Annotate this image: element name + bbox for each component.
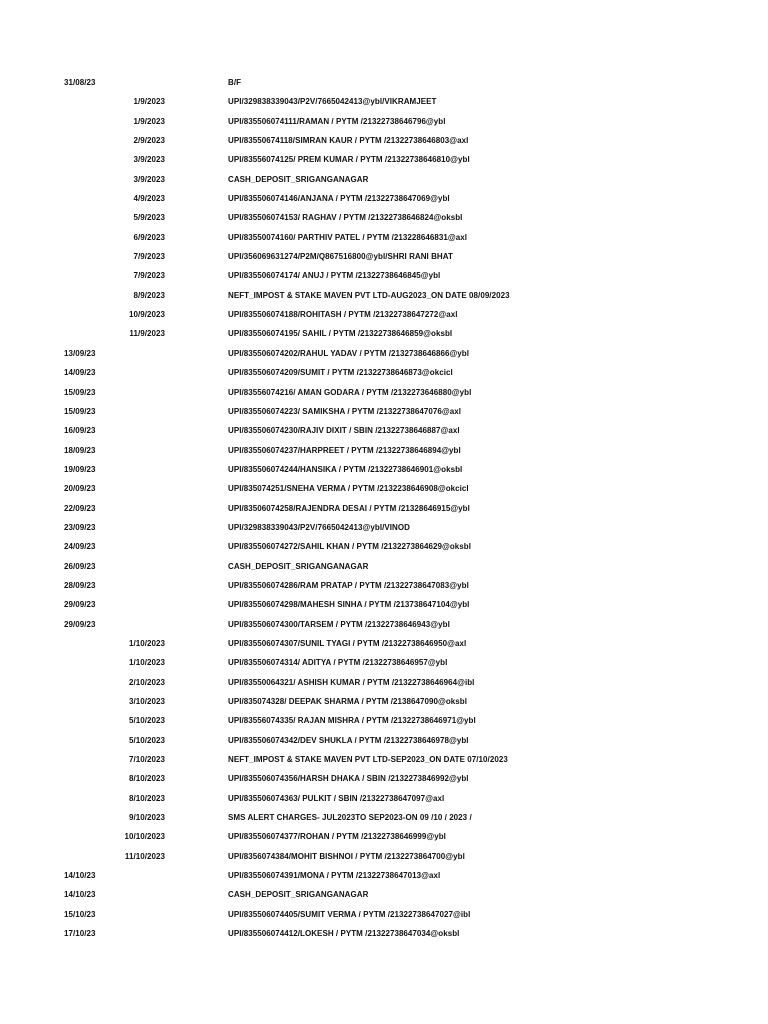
table-row	[0, 599, 768, 618]
transaction-description: UPI/835506074405/SUMIT VERMA / PYTM /21322738647027@ibl	[228, 909, 471, 919]
transaction-date: 2/9/2023	[133, 136, 165, 146]
table-row	[0, 425, 768, 444]
table-row	[0, 619, 768, 638]
table-row	[0, 735, 768, 754]
transaction-date: 11/10/2023	[124, 851, 165, 861]
transaction-description: UPI/835506074202/RAHUL YADAV / PYTM /2132738646866@ybl	[228, 348, 470, 358]
transaction-date: 16/09/23	[64, 426, 96, 436]
transaction-date: 13/09/23	[64, 348, 96, 358]
transaction-date: 7/10/2023	[128, 755, 165, 765]
table-row	[0, 715, 768, 734]
transaction-date: 8/10/2023	[128, 774, 165, 784]
transaction-date: 24/09/23	[64, 542, 96, 552]
transaction-date: 14/10/23	[64, 871, 96, 881]
transaction-date: 10/10/2023	[124, 832, 165, 842]
transaction-description: UPI/8356074384/MOHIT BISHNOI / PYTM /2132273864700@ybl	[228, 851, 465, 861]
transaction-date: 6/9/2023	[133, 232, 165, 242]
transaction-date: 1/10/2023	[128, 658, 165, 668]
table-row	[0, 677, 768, 696]
table-row	[0, 193, 768, 212]
transaction-date: 2/10/2023	[128, 677, 165, 687]
transaction-description: UPI/83550074160/ PARTHIV PATEL / PYTM /213228646831@axl	[228, 232, 467, 242]
table-row	[0, 77, 768, 96]
transaction-date: 29/09/23	[64, 600, 96, 610]
transaction-date: 18/09/23	[64, 445, 96, 455]
table-row	[0, 657, 768, 676]
transaction-date: 1/9/2023	[133, 97, 165, 107]
table-row	[0, 696, 768, 715]
transaction-date: 15/09/23	[64, 406, 96, 416]
transaction-description: UPI/329838339043/P2V/7665042413@ybl/VINOD	[228, 522, 410, 532]
transaction-date: 1/10/2023	[128, 638, 165, 648]
table-row	[0, 851, 768, 870]
transaction-description: B/F	[228, 78, 242, 87]
table-row	[0, 889, 768, 908]
transaction-date: 5/10/2023	[128, 716, 165, 726]
table-row	[0, 464, 768, 483]
transaction-description: UPI/83556074125/ PREM KUMAR / PYTM /21322738646810@ybl	[228, 155, 470, 165]
table-row	[0, 909, 768, 928]
table-row	[0, 483, 768, 502]
transaction-description: UPI/835506074230/RAJIV DIXIT / SBIN /21322738646887@axl	[228, 426, 460, 436]
transaction-date: 3/9/2023	[133, 174, 165, 184]
table-row	[0, 406, 768, 425]
transaction-description: UPI/83550674118/SIMRAN KAUR / PYTM /21322738646803@axl	[228, 136, 469, 146]
table-row	[0, 348, 768, 367]
table-row	[0, 96, 768, 115]
table-row	[0, 154, 768, 173]
table-row	[0, 309, 768, 328]
table-row	[0, 773, 768, 792]
transaction-description: UPI/835506074391/MONA / PYTM /21322738647013@axl	[228, 871, 441, 881]
transaction-date: 11/9/2023	[129, 329, 165, 339]
transaction-date: 8/10/2023	[128, 793, 165, 803]
transaction-description: UPI/835506074111/RAMAN / PYTM /21322738646796@ybl	[228, 116, 446, 126]
table-row	[0, 174, 768, 193]
transaction-date: 31/08/23	[64, 78, 96, 87]
transaction-description: UPI/835506074342/DEV SHUKLA / PYTM /21322738646978@ybl	[228, 735, 469, 745]
table-row	[0, 580, 768, 599]
table-row	[0, 812, 768, 831]
transaction-date: 3/10/2023	[128, 697, 165, 706]
transaction-date: 17/10/23	[64, 929, 96, 939]
transaction-date: 14/10/23	[64, 890, 96, 900]
table-row	[0, 928, 768, 947]
transaction-description: UPI/329838339043/P2V/7665042413@ybl/VIKRAMJEET	[228, 97, 437, 107]
transaction-description: NEFT_IMPOST & STAKE MAVEN PVT LTD-AUG2023_ON DATE 08/09/2023	[228, 290, 510, 300]
transaction-description: UPI/835506074153/ RAGHAV / PYTM /21322738646824@oksbl	[228, 213, 463, 223]
transaction-description: UPI/835506074195/ SAHIL / PYTM /21322738646859@oksbl	[228, 329, 453, 339]
transaction-date: 9/10/2023	[128, 813, 165, 823]
transaction-description: NEFT_IMPOST & STAKE MAVEN PVT LTD-SEP2023_ON DATE 07/10/2023	[228, 755, 508, 765]
transaction-description: UPI/835506074209/SUMIT / PYTM /21322738646873@okcicl	[228, 368, 453, 378]
transaction-date: 7/9/2023	[133, 252, 165, 262]
transaction-description: UPI/83550064321/ ASHISH KUMAR / PYTM /21322738646964@ibl	[228, 677, 475, 687]
transaction-description: UPI/835506074174/ ANUJ / PYTM /21322738646845@ybl	[228, 271, 441, 281]
table-row	[0, 367, 768, 386]
transaction-date: 26/09/23	[64, 561, 96, 571]
transaction-description: UPI/83556074335/ RAJAN MISHRA / PYTM /21322738646971@ybl	[228, 716, 476, 726]
transaction-description: UPI/835506074300/TARSEM / PYTM /21322738646943@ybl	[228, 619, 450, 629]
transaction-description: UPI/835506074314/ ADITYA / PYTM /21322738646957@ybl	[228, 658, 448, 668]
table-row	[0, 445, 768, 464]
transaction-description: UPI/835506074377/ROHAN / PYTM /21322738646999@ybl	[228, 832, 446, 842]
table-row	[0, 212, 768, 231]
transaction-date: 10/9/2023	[128, 310, 165, 320]
transaction-date: 5/9/2023	[133, 213, 165, 223]
table-row	[0, 793, 768, 812]
transaction-date: 5/10/2023	[128, 735, 165, 745]
table-row	[0, 328, 768, 347]
transaction-description: UPI/835506074244/HANSIKA / PYTM /21322738646901@oksbl	[228, 464, 463, 474]
table-row	[0, 638, 768, 657]
transaction-description: UPI/356069631274/P2M/Q867516800@ybl/SHRI RANI BHAT	[228, 252, 453, 262]
transaction-description: UPI/83556074216/ AMAN GODARA / PYTM /2132273646880@ybl	[228, 387, 472, 397]
transaction-description: UPI/835506074286/RAM PRATAP / PYTM /21322738647083@ybl	[228, 580, 469, 590]
transaction-date: 8/9/2023	[133, 290, 165, 300]
transaction-date: 19/09/23	[64, 464, 96, 474]
transaction-description: UPI/835074251/SNEHA VERMA / PYTM /2132238646908@okcicl	[228, 484, 469, 494]
table-row	[0, 116, 768, 135]
transaction-description: UPI/835506074146/ANJANA / PYTM /21322738647069@ybl	[228, 194, 450, 204]
transaction-description: UPI/835506074223/ SAMIKSHA / PYTM /21322738647076@axl	[228, 406, 461, 416]
transaction-date: 15/10/23	[64, 909, 96, 919]
table-row	[0, 503, 768, 522]
transaction-date: 23/09/23	[64, 522, 96, 532]
table-row	[0, 135, 768, 154]
transaction-description: UPI/83506074258/RAJENDRA DESAI / PYTM /21328646915@ybl	[228, 503, 470, 513]
transaction-date: 15/09/23	[64, 387, 96, 397]
table-row	[0, 387, 768, 406]
table-row	[0, 251, 768, 270]
table-row	[0, 522, 768, 541]
transaction-date: 28/09/23	[64, 580, 96, 590]
transaction-date: 7/9/2023	[133, 271, 165, 281]
transaction-description: CASH_DEPOSIT_SRIGANGANAGAR	[228, 890, 369, 900]
transaction-description: SMS ALERT CHARGES- JUL2023TO SEP2023-ON 09 /10 / 2023 /	[228, 813, 472, 823]
transaction-description: UPI/835506074188/ROHITASH / PYTM /21322738647272@axl	[228, 310, 458, 320]
table-row	[0, 232, 768, 251]
transaction-date: 29/09/23	[64, 619, 96, 629]
transaction-description: UPI/835074328/ DEEPAK SHARMA / PYTM /2138647090@oksbl	[228, 697, 468, 706]
transaction-date: 3/9/2023	[133, 155, 165, 165]
transaction-date: 22/09/23	[64, 503, 96, 513]
transaction-description: UPI/835506074412/LOKESH / PYTM /21322738647034@oksbl	[228, 929, 460, 939]
transaction-date: 14/09/23	[64, 368, 96, 378]
transaction-description: UPI/835506074272/SAHIL KHAN / PYTM /2132273864629@oksbl	[228, 542, 471, 552]
transaction-ledger	[0, 77, 768, 947]
table-row	[0, 541, 768, 560]
table-row	[0, 270, 768, 289]
transaction-description: UPI/835506074307/SUNIL TYAGI / PYTM /21322738646950@axl	[228, 638, 467, 648]
table-row	[0, 870, 768, 889]
transaction-description: CASH_DEPOSIT_SRIGANGANAGAR	[228, 561, 369, 571]
transaction-date: 1/9/2023	[133, 116, 165, 126]
table-row	[0, 831, 768, 850]
transaction-description: UPI/835506074237/HARPREET / PYTM /21322738646894@ybl	[228, 445, 461, 455]
table-row	[0, 754, 768, 773]
transaction-date: 20/09/23	[64, 484, 96, 494]
transaction-description: UPI/835506074356/HARSH DHAKA / SBIN /2132273846992@ybl	[228, 774, 469, 784]
transaction-date: 4/9/2023	[133, 194, 165, 204]
transaction-description: UPI/835506074363/ PULKIT / SBIN /21322738647097@axl	[228, 793, 445, 803]
transaction-description: CASH_DEPOSIT_SRIGANGANAGAR	[228, 174, 369, 184]
transaction-description: UPI/835506074298/MAHESH SINHA / PYTM /213738647104@ybl	[228, 600, 470, 610]
table-row	[0, 290, 768, 309]
table-row	[0, 561, 768, 580]
